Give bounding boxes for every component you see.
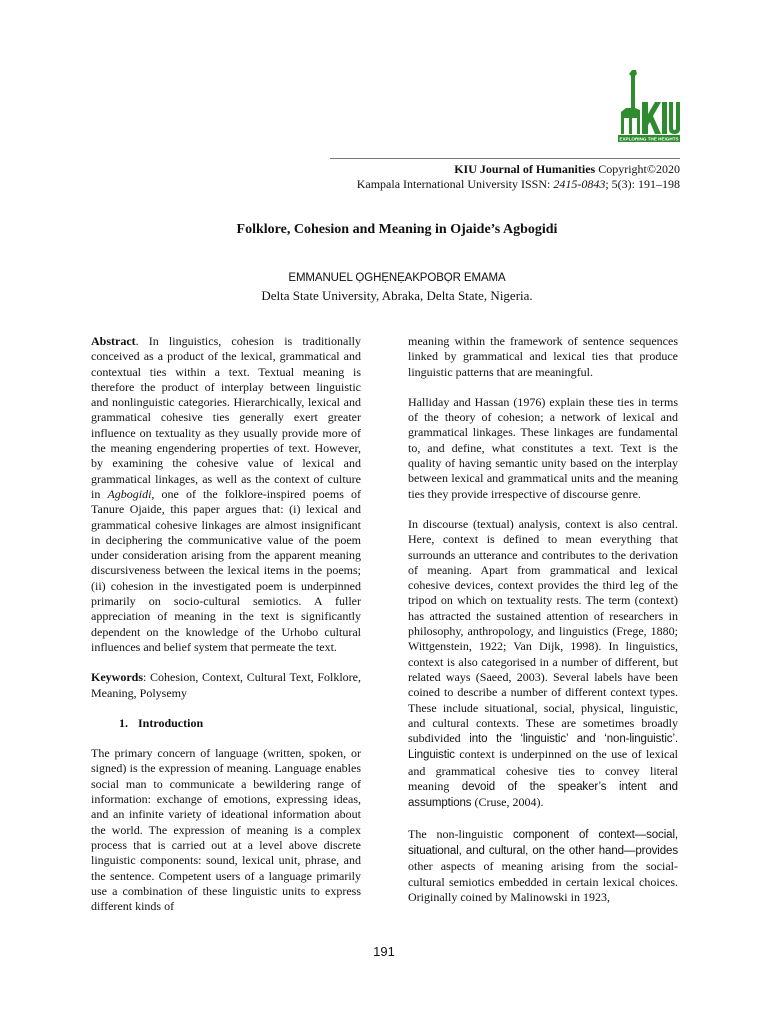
left-column	[91, 334, 361, 914]
para4-part-a: The non-linguistic	[408, 826, 514, 841]
journal-name: KIU Journal of Humanities	[454, 162, 596, 176]
logo-tagline: EXPLORING THE HEIGHTS	[619, 136, 679, 142]
para4-part-c: other aspects of meaning arising from the social-cultural semiotics embedded in certain lexical choices. Originally coined by Malinowski in 1923,	[408, 859, 678, 904]
intro-paragraph: The primary concern of language (written, spoken, or signed) is the expression of meaning. Language enables social man to communicate a bewildering range of information: exchange of emotions, expressing ideas, and an infinite variety of ideational information about the world. The expression of meaning is a complex process that is carried out at a level above discrete linguistic components: sound, lexical unit, phrase, and the sentence. Competent users of a language primarily use a combination of these linguistic units to express different kinds of	[91, 746, 361, 914]
right-paragraph-4	[408, 827, 678, 905]
author-affiliation: Delta State University, Abraka, Delta State, Nigeria.	[261, 288, 533, 303]
issn: 2415-0843	[553, 177, 606, 191]
keywords-label: Keywords	[91, 670, 143, 685]
author-name: EMMANUEL ỌGHẸNẸAKPOBỌR EMAMA	[288, 272, 506, 284]
section-heading-introduction	[119, 716, 361, 731]
abstract-text-2: one of the folklore-inspired poems of Tanure Ojaide, this paper argues that: (i) lexical and grammatical cohesive linkages are almost insignificant in deciphering the communicative value of the poem under consideration arising from the apparent meaning discursiveness between the lexical items in the poems; (ii) cohesion in the investigated poem is underpinned primarily on socio-cultural semiotics. A fuller appreciation of meaning in the text is significantly dependent on the knowledge of the Urhobo cultural influences and belief system that permeate the text.	[91, 486, 361, 654]
copyright: Copyright©2020	[595, 162, 680, 176]
giraffe-icon	[621, 70, 640, 134]
para3-part-e: (Cruse, 2004).	[471, 795, 544, 810]
abstract-label: Abstract	[91, 334, 136, 348]
abstract-text-1: . In linguistics, cohesion is traditionally conceived as a product of the lexical, grammatical and contextual ties within a text. Textual meaning is therefore the product of interplay between linguistic and nonlinguistic categories. Hierarchically, lexical and grammatical cohesive ties generally exert greater influence on textuality as they usually provide more of the meaning engendering properties of text. However, by examining the cohesive value of lexical and grammatical linkages, as well as the context of culture in	[91, 334, 361, 501]
abstract	[91, 334, 361, 655]
abstract-italic: Agbogidi,	[107, 486, 155, 501]
para3-part-c: context is underpinned on the use of lexical and grammatical cohesive ties to convey literal meaning	[408, 747, 678, 794]
right-paragraph-2: Halliday and Hassan (1976) explain these ties in terms of the theory of cohesion; a network of lexical and grammatical linkages. These linkages are fundamental to, and define, what constitutes a text. Text is the quality of having semantic unity based on the interplay between lexical and grammatical units and the meaning ties they provide irrespective of discourse genre.	[408, 394, 678, 501]
journal-header	[330, 162, 680, 192]
volume-pages: ; 5(3): 191–198	[605, 177, 680, 191]
right-paragraph-3	[408, 517, 678, 812]
section-title: Introduction	[138, 715, 204, 730]
para3-part-a: In discourse (textual) analysis, context is also central. Here, context is defined to mean everything that surrounds an utterance and contributes to the derivation of meaning. Apart from grammatical and lexical cohesive devices, context provides the third leg of the tripod on which on textuality rests. The term (context) has attracted the sustained attention of researchers in philosophy, anthropology, and linguistics (Frege, 1880; Wittgenstein, 1922; Van Dijk, 1998). In linguistics, context is also categorised in a number of different, but related ways (Saeed, 2003). Several labels have been coined to describe a number of different context types. These include situational, social, physical, linguistic, and cultural contexts. These are sometimes broadly subdivided	[408, 516, 678, 746]
article-title: Folklore, Cohesion and Meaning in Ojaide’s Agbogidi	[236, 222, 558, 237]
logo-letter-u	[669, 102, 680, 134]
header-rule	[330, 158, 680, 159]
para3-part-b: into the ‘linguistic’ and ‘non-linguistic’. Linguistic	[408, 733, 678, 762]
logo-letter-k	[642, 102, 661, 134]
keywords-text: : Cohesion, Context, Cultural Text, Folklore, Meaning, Polysemy	[91, 670, 361, 700]
keywords	[91, 670, 361, 701]
logo-letter-i	[662, 102, 667, 134]
issn-prefix: Kampala International University ISSN:	[356, 177, 554, 191]
kiu-logo	[618, 68, 680, 148]
author-block	[0, 270, 768, 304]
right-column	[408, 334, 678, 905]
para4-part-b: component of context—social, situational, and cultural, on the other hand—provides	[408, 828, 678, 857]
page-number: 191	[373, 944, 395, 959]
right-paragraph-1: meaning within the framework of sentence sequences linked by grammatical and lexical ties that produce linguistic patterns that are meaningful.	[408, 334, 678, 379]
section-number: 1.	[119, 715, 128, 730]
para3-part-d: devoid of the speaker’s intent and assumptions	[408, 781, 678, 810]
